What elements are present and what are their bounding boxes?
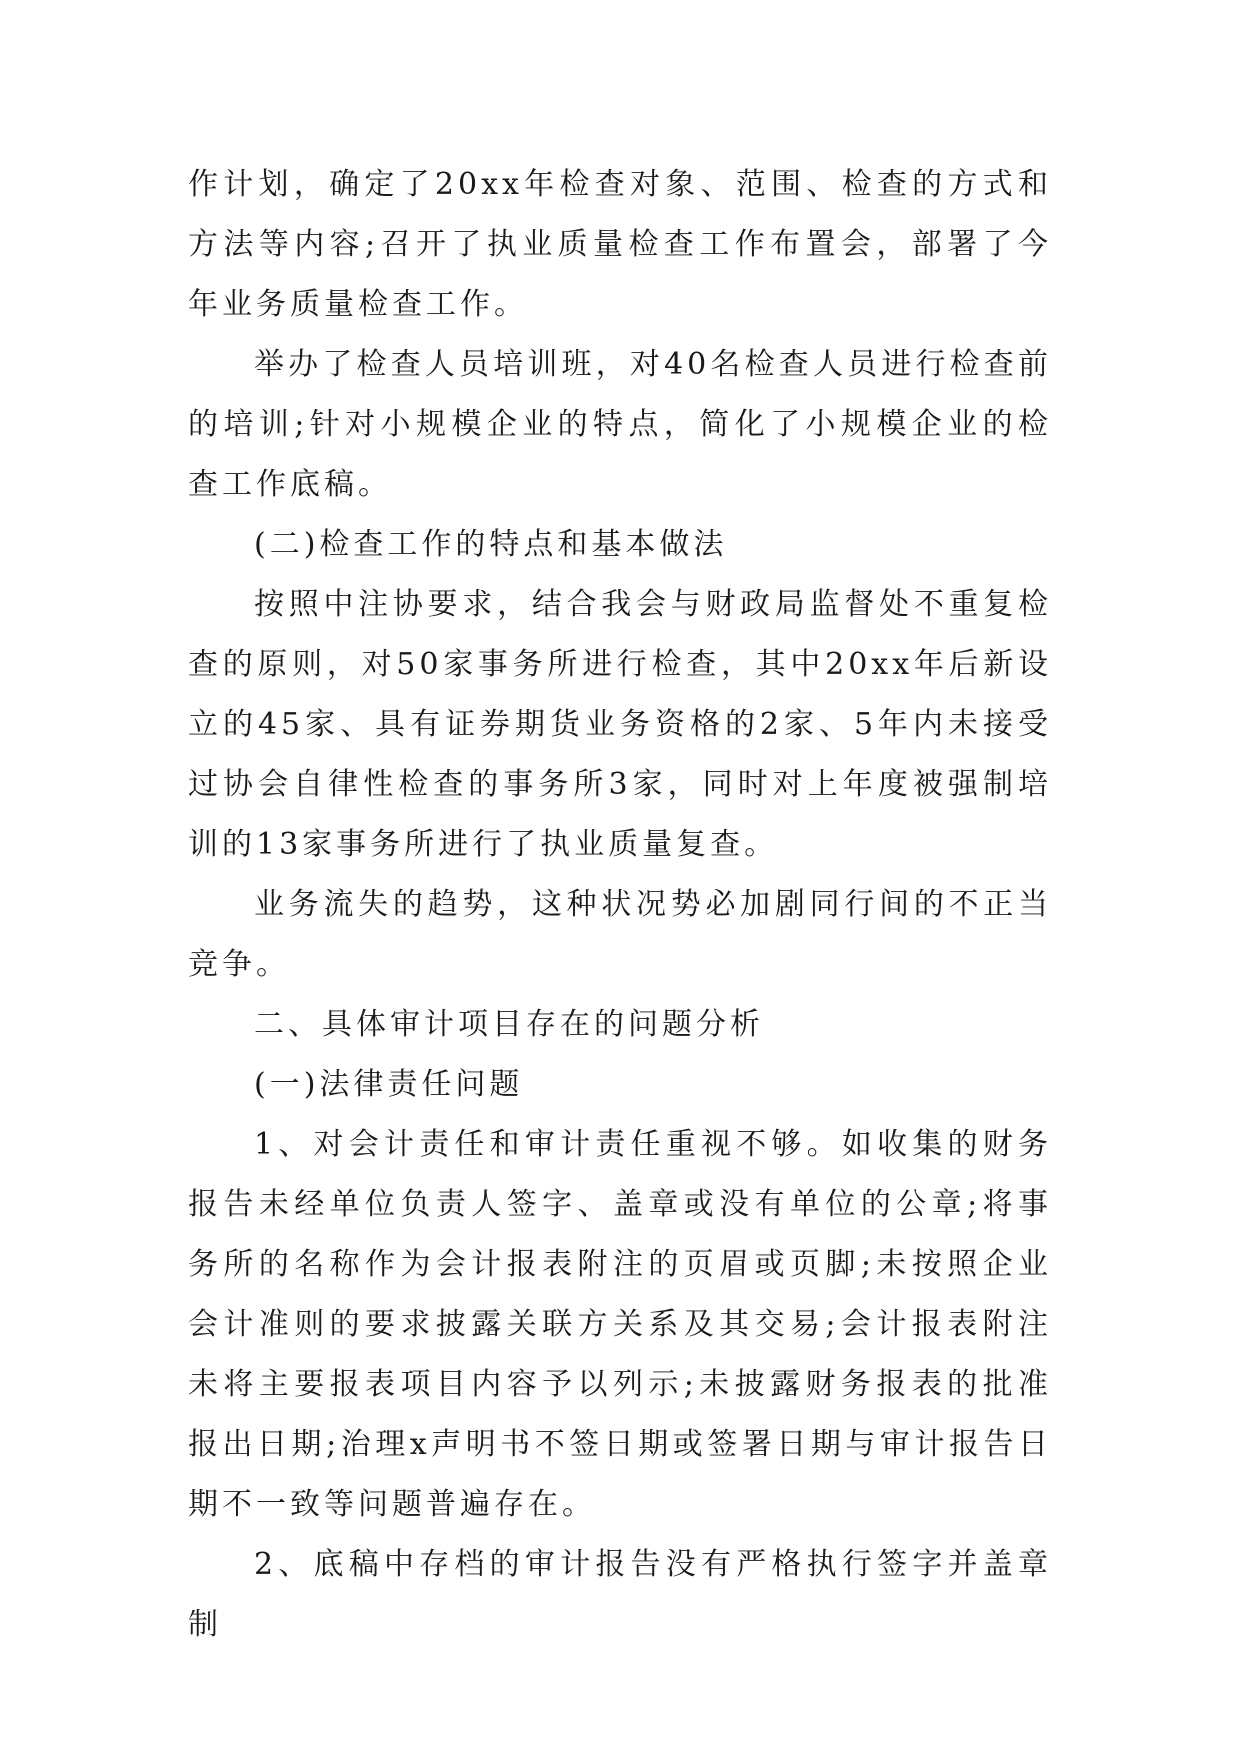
- section-heading-problem-analysis: 二、具体审计项目存在的问题分析: [254, 1007, 764, 1042]
- section-heading-legal-liability: (一)法律责任问题: [254, 1067, 524, 1102]
- section-heading-features: (二)检查工作的特点和基本做法: [254, 527, 728, 562]
- paragraph-business-loss: 业务流失的趋势，这种状况势必加剧同行间的不正当竞争。: [188, 887, 1052, 982]
- paragraph-inspection-scope: 按照中注协要求，结合我会与财政局监督处不重复检查的原则，对50家事务所进行检查，其中20xx年后新设立的45家、具有证券期货业务资格的2家、5年内未接受过协会自律性检查的事务所3家，同时对上年度被强制培训的13家事务所进行了执业质量复查。: [188, 587, 1052, 862]
- paragraph-item-1: 1、对会计责任和审计责任重视不够。如收集的财务报告未经单位负责人签字、盖章或没有单位的公章;将事务所的名称作为会计报表附注的页眉或页脚;未按照企业会计准则的要求披露关联方关系及其交易;会计报表附注未将主要报表项目内容予以列示;未披露财务报表的批准报出日期;治理x声明书不签日期或签署日期与审计报告日期不一致等问题普遍存在。: [188, 1127, 1052, 1522]
- paragraph-item-2: 2、底稿中存档的审计报告没有严格执行签字并盖章制: [188, 1547, 1052, 1642]
- paragraph-training: 举办了检查人员培训班，对40名检查人员进行检查前的培训;针对小规模企业的特点，简化了小规模企业的检查工作底稿。: [188, 347, 1052, 502]
- document-page: [188, 155, 1052, 1655]
- paragraph-work-plan: 作计划，确定了20xx年检查对象、范围、检查的方式和方法等内容;召开了执业质量检查工作布置会，部署了今年业务质量检查工作。: [188, 167, 1052, 322]
